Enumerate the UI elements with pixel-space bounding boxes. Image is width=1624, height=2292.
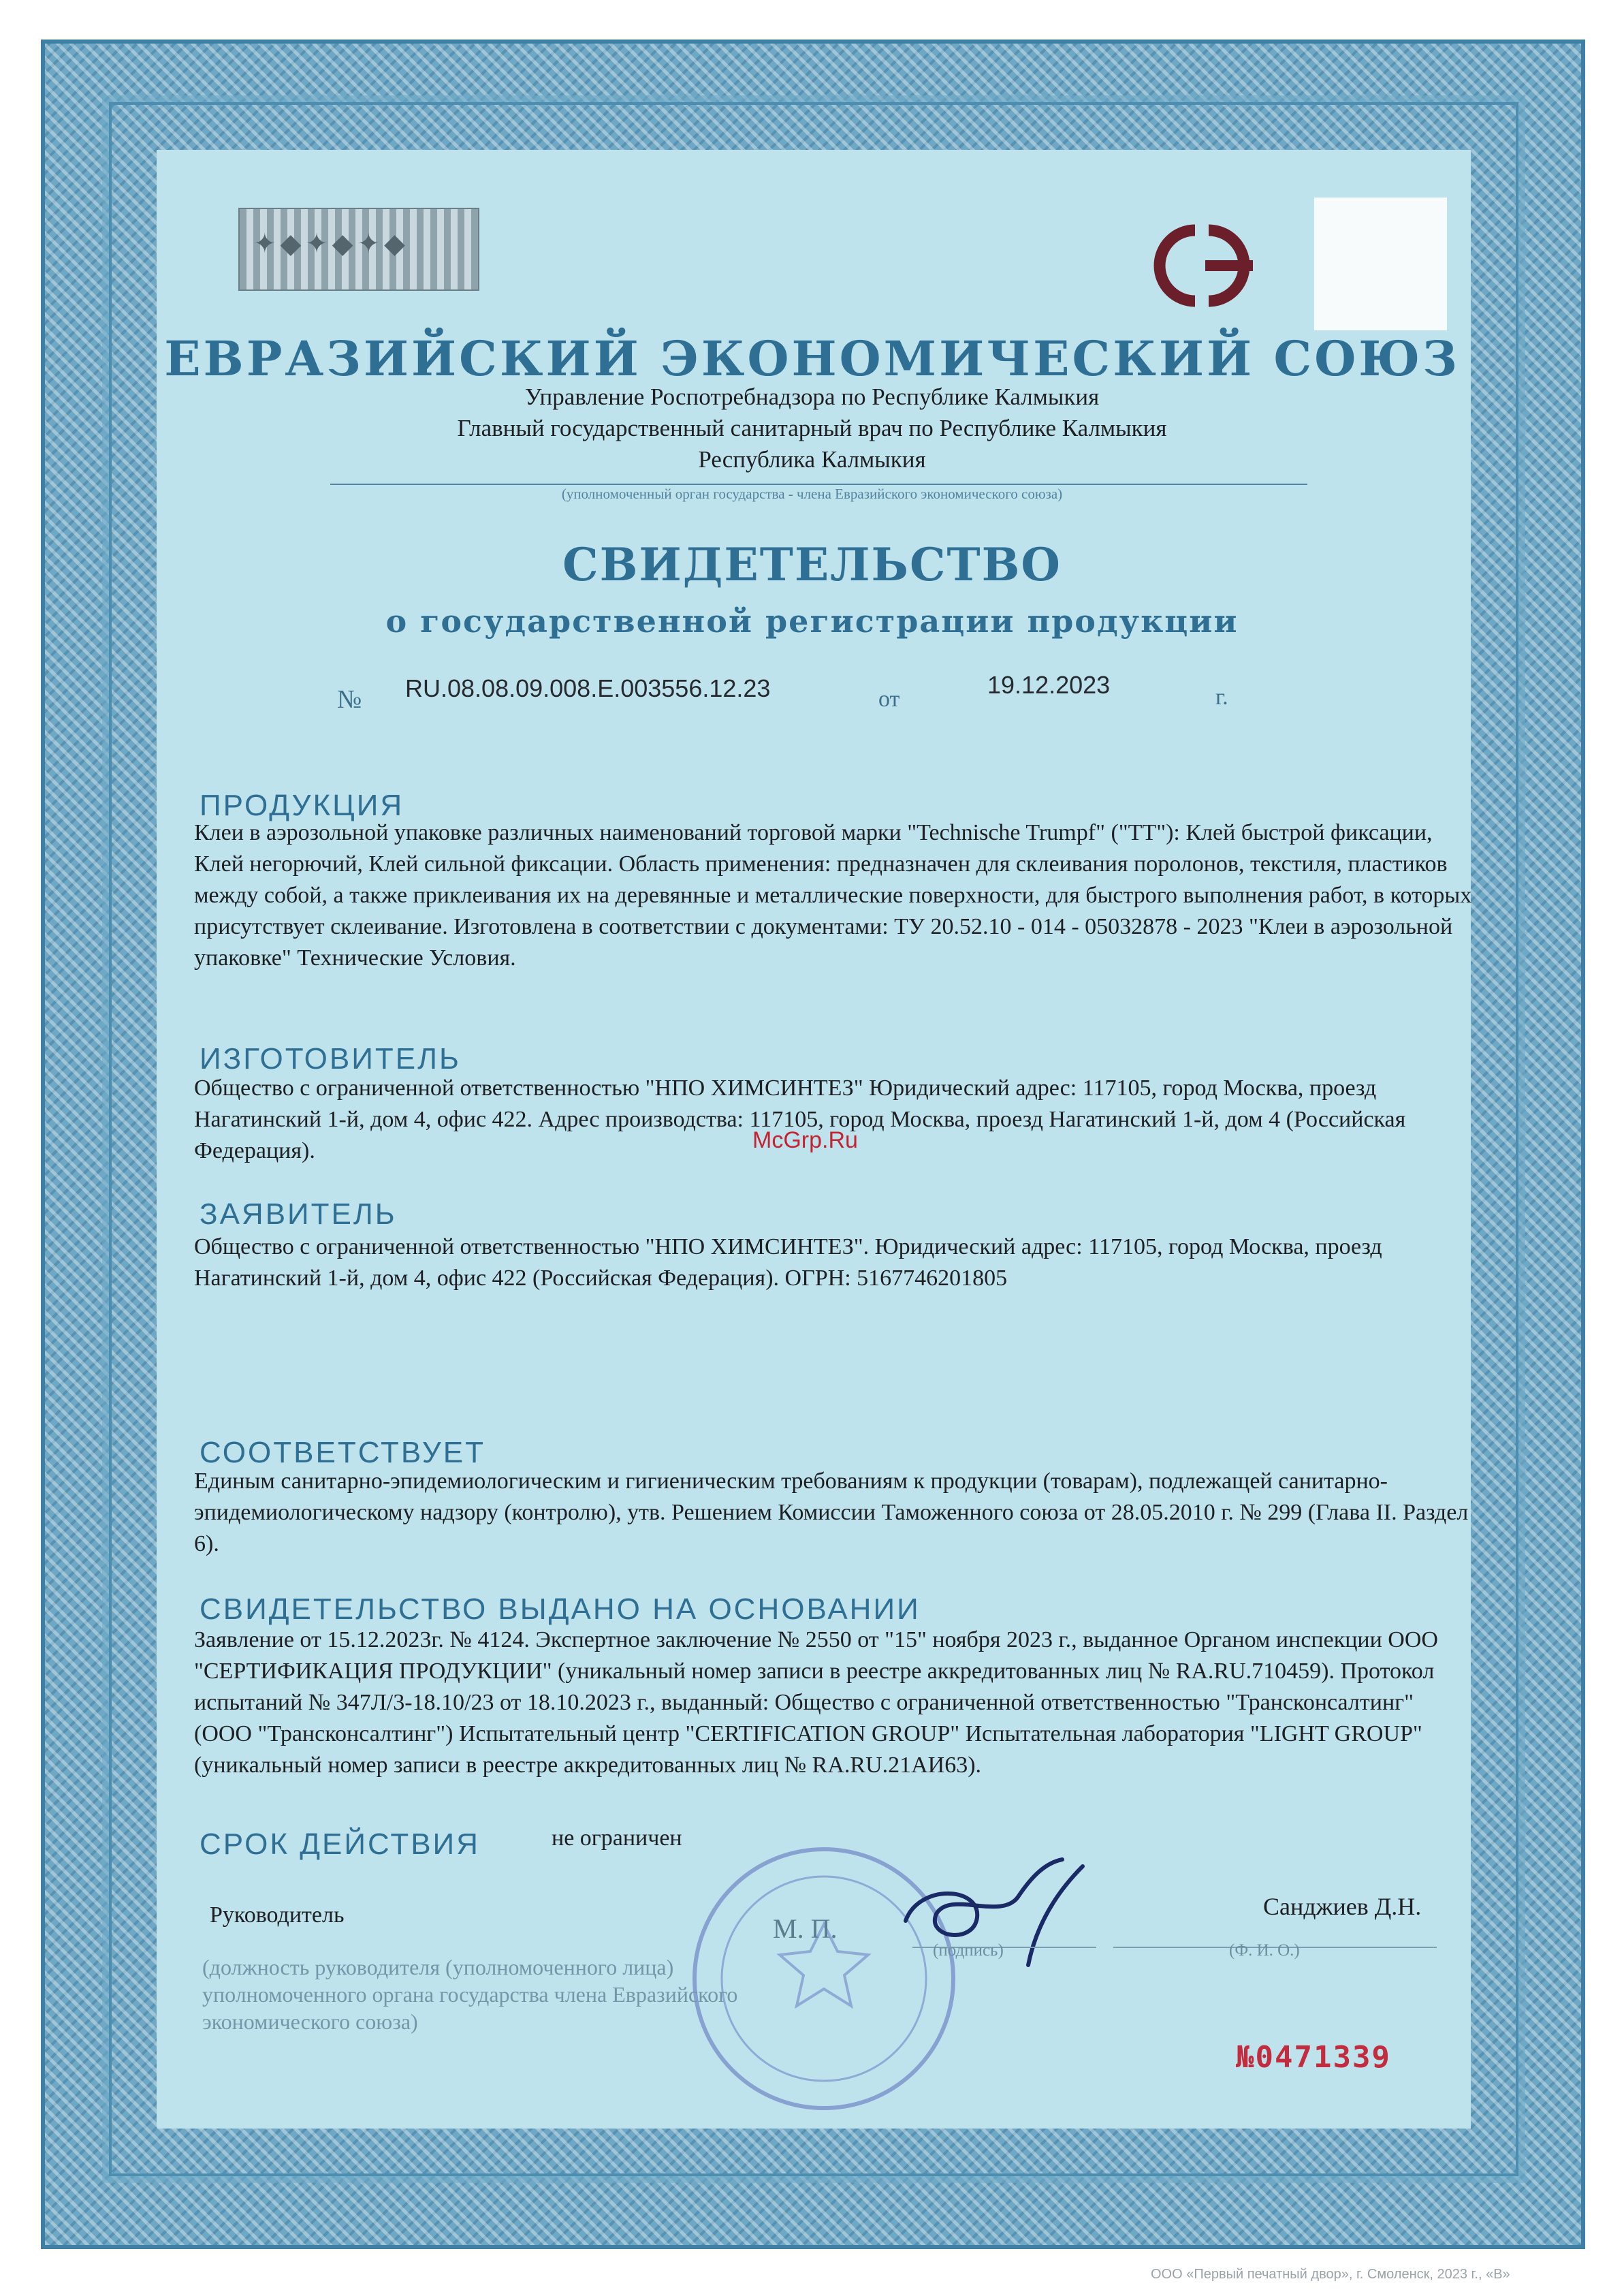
role-caption: (должность руководителя (уполномоченного лица) уполномоченного органа государства члена Евразийского экономического союза)	[202, 1955, 738, 2034]
registration-number: RU.08.08.09.008.E.003556.12.23	[405, 674, 771, 702]
eaeu-logo-icon	[1130, 218, 1273, 313]
printer-note: ООО «Первый печатный двор», г. Смоленск, 2023 г., «В»	[1151, 2267, 1510, 2282]
authority-line-1: Управление Роспотребнадзора по Республике Калмыкия	[524, 383, 1100, 410]
authority-line-2: Главный государственный санитарный врач по Республике Калмыкия	[457, 415, 1167, 441]
serial-number: №0471339	[1236, 2040, 1391, 2075]
blank-patch	[1314, 198, 1447, 330]
basis-text: Заявление от 15.12.2023г. № 4124. Экспертное заключение № 2550 от "15" ноября 2023 г., выданное Органом инспекции ООО "СЕРТИФИКАЦИЯ ПРОДУКЦИИ" (уникальный номер записи в реестре аккредитованных лиц № RA.RU.710459). Протокол испытаний № 347Л/3-18.10/23 от 18.10.2023 г., выданный: Общество с ограниченной ответственностью "Трансконсалтинг" (ООО "Трансконсалтинг") Испытательный центр "CERTIFICATION GROUP" Испытательная лаборатория "LIGHT GROUP" (уникальный номер записи в реестре аккредитованных лиц № RA.RU.21АИ63).	[194, 1627, 1438, 1778]
signatory-role: Руководитель	[210, 1902, 345, 1928]
validity-value: не ограничен	[552, 1825, 682, 1851]
certificate-title: СВИДЕТЕЛЬСТВО	[562, 538, 1062, 591]
watermark-text: McGrp.Ru	[752, 1127, 858, 1153]
hologram-pattern-icon: ✦◆✦◆✦◆	[253, 228, 409, 260]
validity-heading: СРОК ДЕЙСТВИЯ	[200, 1827, 480, 1861]
signatory-name: Санджиев Д.Н.	[1263, 1893, 1422, 1920]
registration-number-sign: №	[337, 685, 362, 714]
registration-from-word: от	[878, 687, 900, 712]
applicant-text: Общество с ограниченной ответственностью "НПО ХИМСИНТЕЗ". Юридический адрес: 117105, город Москва, проезд Нагатинский 1-й, дом 4, офис 422 (Российская Федерация). ОГРН: 5167746201805	[194, 1234, 1382, 1291]
hologram-sticker	[238, 208, 479, 291]
product-text: Клеи в аэрозольной упаковке различных наименований торговой марки "Technische Trumpf" ("TT"): Клей быстрой фиксации, Клей негорючий, Клей сильной фиксации. Область применения: предназначен для склеивания поролонов, текстиля, пластиков между собой, а также приклеивания их на деревянные и металлические поверхности, для быстрого выполнения работ, в которых присутствует склеивание. Изготовлена в соответствии с документами: ТУ 20.52.10 - 014 - 05032878 - 2023 "Клеи в аэрозольной упаковке" Технические Условия.	[194, 820, 1472, 971]
registration-date: 19.12.2023	[987, 671, 1111, 699]
applicant-heading: ЗАЯВИТЕЛЬ	[200, 1197, 397, 1231]
manufacturer-heading: ИЗГОТОВИТЕЛЬ	[200, 1042, 461, 1076]
authority-line-3: Республика Калмыкия	[698, 446, 926, 473]
authority-divider	[330, 484, 1307, 485]
manufacturer-text: Общество с ограниченной ответственностью "НПО ХИМСИНТЕЗ" Юридический адрес: 117105, город Москва, проезд Нагатинский 1-й, дом 4, офис 422. Адрес производства: 117105, город Москва, проезд Нагатинский 1-й, дом 4 (Российская Федерация).	[194, 1076, 1406, 1163]
union-title: ЕВРАЗИЙСКИЙ ЭКОНОМИЧЕСКИЙ СОЮЗ	[164, 330, 1460, 387]
product-heading: ПРОДУКЦИЯ	[200, 789, 404, 822]
name-caption: (Ф. И. О.)	[1229, 1941, 1300, 1960]
conforms-text: Единым санитарно-эпидемиологическим и гигиеническим требованиям к продукции (товарам), подлежащей санитарно-эпидемиологическому надзору (контролю), утв. Решением Комиссии Таможенного союза от 28.05.2010 г. № 299 (Глава II. Раздел 6).	[194, 1469, 1469, 1556]
registration-year-suffix: г.	[1215, 685, 1228, 710]
basis-heading: СВИДЕТЕЛЬСТВО ВЫДАНО НА ОСНОВАНИИ	[200, 1592, 921, 1626]
certificate-subtitle: о государственной регистрации продукции	[385, 603, 1239, 640]
authority-note: (уполномоченный орган государства - члена Евразийского экономического союза)	[561, 486, 1063, 502]
seal-place-label: М. П.	[773, 1913, 838, 1944]
signature-caption: (подпись)	[933, 1941, 1004, 1960]
conforms-heading: СООТВЕТСТВУЕТ	[200, 1436, 485, 1469]
